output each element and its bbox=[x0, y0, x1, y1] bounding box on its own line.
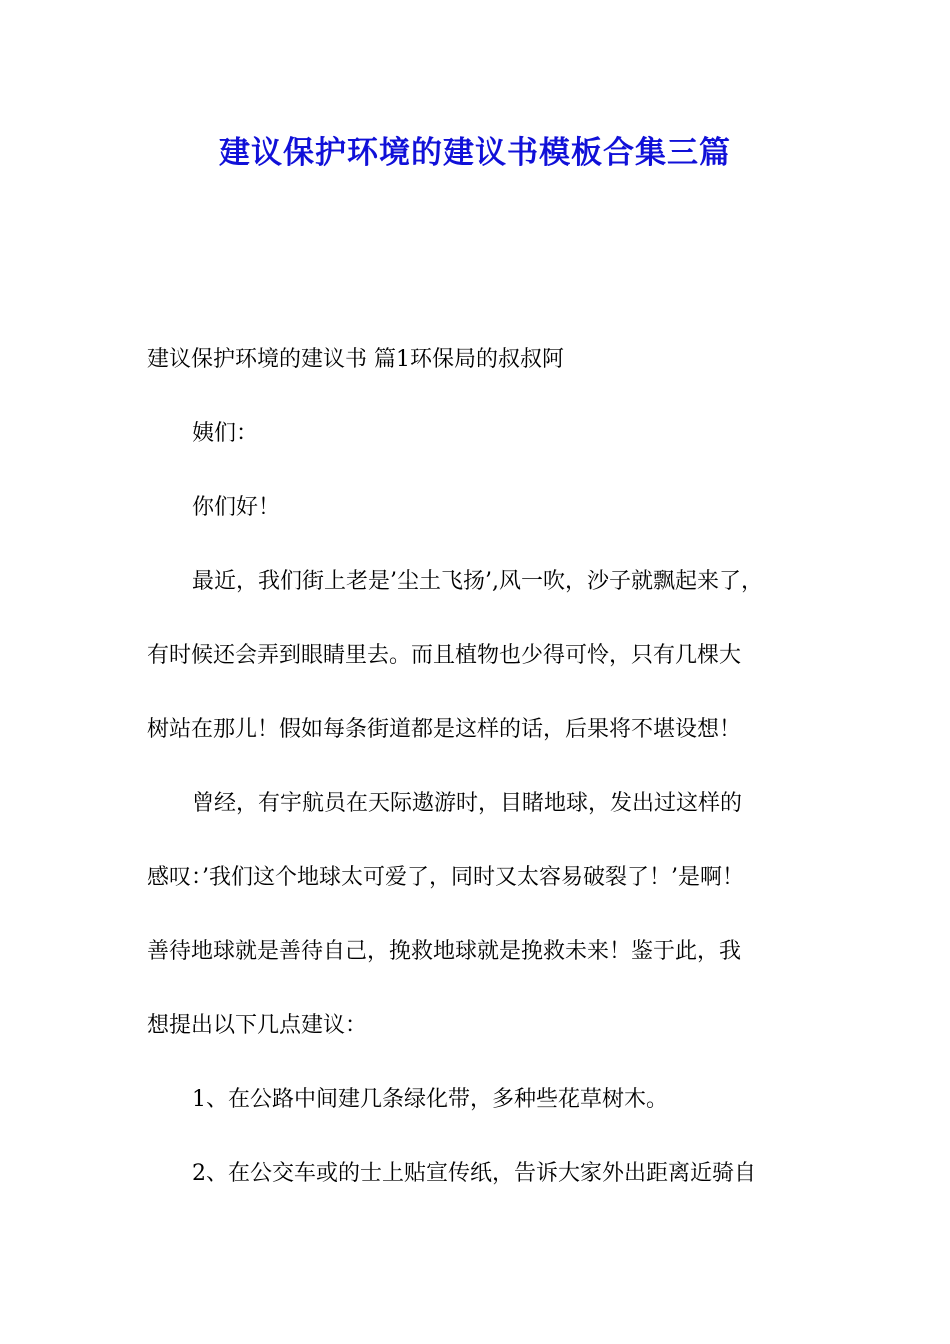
document-title: 建议保护环境的建议书模板合集三篇 bbox=[219, 135, 731, 171]
paragraph-line: 建议保护环境的建议书 篇1环保局的叔叔阿 bbox=[147, 347, 564, 372]
paragraph-line: 树站在那儿！假如每条街道都是这样的话，后果将不堪设想！ bbox=[147, 717, 742, 742]
paragraph-line: 想提出以下几点建议： bbox=[147, 1013, 368, 1038]
paragraph-line: 姨们： bbox=[192, 421, 259, 446]
paragraph-line: 你们好！ bbox=[192, 495, 281, 520]
paragraph-line: 感叹：’我们这个地球太可爱了，同时又太容易破裂了！’是啊！ bbox=[147, 865, 744, 890]
paragraph-line: 最近，我们街上老是’尘土飞扬’,风一吹，沙子就飘起来了， bbox=[192, 569, 763, 594]
paragraph-line: 善待地球就是善待自己，挽救地球就是挽救未来！鉴于此，我 bbox=[147, 939, 742, 964]
paragraph-line: 曾经，有宇航员在天际遨游时，目睹地球，发出过这样的 bbox=[192, 791, 743, 816]
paragraph-line: 1、在公路中间建几条绿化带，多种些花草树木。 bbox=[192, 1087, 668, 1112]
document-body bbox=[147, 333, 837, 1221]
paragraph-line: 有时候还会弄到眼睛里去。而且植物也少得可怜，只有几棵大 bbox=[147, 643, 742, 668]
paragraph-line: 2、在公交车或的士上贴宣传纸，告诉大家外出距离近骑自 bbox=[192, 1161, 756, 1186]
